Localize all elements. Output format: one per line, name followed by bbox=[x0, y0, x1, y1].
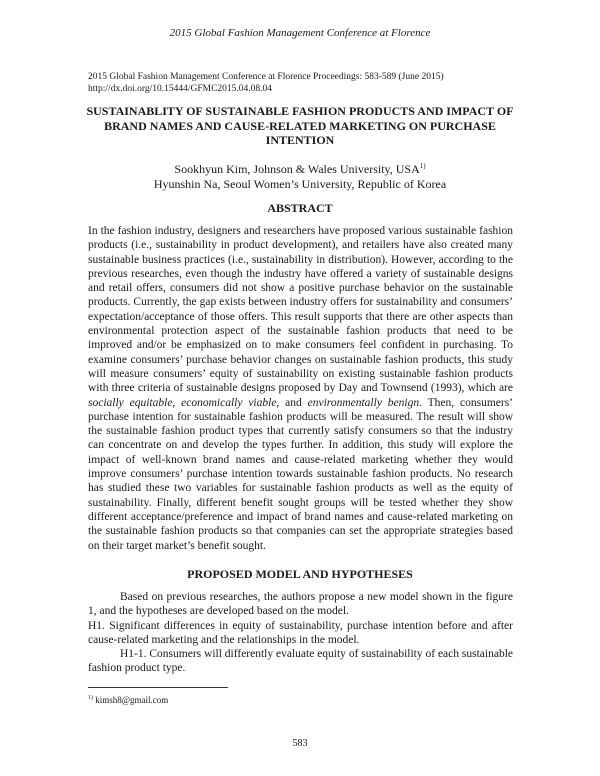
author-2: Hyunshin Na, Seoul Women’s University, Republic of Korea bbox=[153, 177, 447, 191]
author-1-footnote-mark: 1) bbox=[419, 162, 426, 170]
abstract-paragraph bbox=[88, 224, 513, 553]
section-paragraph-1: Based on previous researches, the authors propose a new model shown in the figure 1, and the hypotheses are developed based on the model. bbox=[88, 591, 513, 618]
abstract-text-part-2: and bbox=[279, 396, 308, 409]
page-number: 583 bbox=[292, 738, 308, 749]
running-header: 2015 Global Fashion Management Conference at Florence bbox=[169, 27, 431, 39]
footnote-email: kimsh8@gmail.com bbox=[93, 695, 169, 705]
footnote bbox=[88, 695, 168, 705]
author-1 bbox=[60, 159, 540, 177]
hypothesis-h1-1: H1-1. Consumers will differently evaluate equity of sustainability of each sustainable fashion product type. bbox=[88, 648, 513, 675]
abstract-italic-2: environmentally benign bbox=[307, 396, 420, 409]
doi-link[interactable]: http://dx.doi.org/10.15444/GFMC2015.04.08.04 bbox=[88, 84, 273, 94]
paper-title: SUSTAINABLITY OF SUSTAINABLE FASHION PRODUCTS AND IMPACT OF BRAND NAMES AND CAUSE-RELATED MARKETING ON PURCHASE INTENTION bbox=[86, 104, 514, 147]
abstract-text-part-3: . Then, consumers’ purchase intention for sustainable fashion products will be measured. The result will show the sustainable fashion product types that currently satisfy consumers so that the industry can concentrate on and develop the types further. In addition, this study will explore the impact of well-known brand names and cause-related marketing whether they would improve consumers’ purchase intention towards sustainable fashion products. No research has studied these two variables for sustainable fashion products as well as the equity of sustainability. Finally, different benefit sought groups will be tested whether they show different acceptance/preference and impact of brand names and cause-related marketing on the sustainable fashion products so that companies can set the appropriate strategies based on their target market’s benefit sought. bbox=[88, 396, 513, 552]
abstract-text bbox=[88, 224, 513, 553]
author-1-name: Sookhyun Kim, Johnson & Wales University, USA bbox=[174, 162, 420, 176]
section-body bbox=[88, 590, 513, 676]
abstract-heading: ABSTRACT bbox=[267, 201, 333, 215]
hypothesis-h1: H1. Significant differences in equity of sustainability, purchase intention before and after cause-related marketing and the relationships in the model. bbox=[88, 619, 513, 646]
author-block bbox=[60, 159, 540, 192]
section-heading: PROPOSED MODEL AND HYPOTHESES bbox=[187, 567, 413, 581]
abstract-text-part-1: In the fashion industry, designers and researchers have proposed various sustainable fashion products (i.e., sustainability in product development), and retailers have also created many sustainable business practices (i.e., sustainability in distribution). However, according to the previous researches, even though the industry have offered a variety of sustainable designs and retail offers, consumers did not show a positive purchase behavior on the sustainable products. Currently, the gap exists between industry offers for sustainability and consumers’ expectation/acceptance of those offers. This result supports that there are other aspects than environmental protection aspect of the sustainable fashion products that need to be improved and/or be emphasized on to make consumers feel confident in purchasing. To examine consumers’ purchase behavior changes on sustainable fashion products, this study will measure consumers’ equity of sustainability on existing sustainable fashion products with three criteria of sustainable designs proposed by Day and Townsend (1993), which are bbox=[88, 225, 513, 395]
footnote-mark: 1) bbox=[88, 695, 93, 701]
footnote-divider bbox=[88, 687, 228, 688]
proceedings-info bbox=[88, 71, 518, 95]
abstract-italic-1: socially equitable, economically viable, bbox=[88, 396, 280, 409]
proceedings-citation: 2015 Global Fashion Management Conference at Florence Proceedings: 583-589 (June 2015) bbox=[88, 72, 444, 82]
